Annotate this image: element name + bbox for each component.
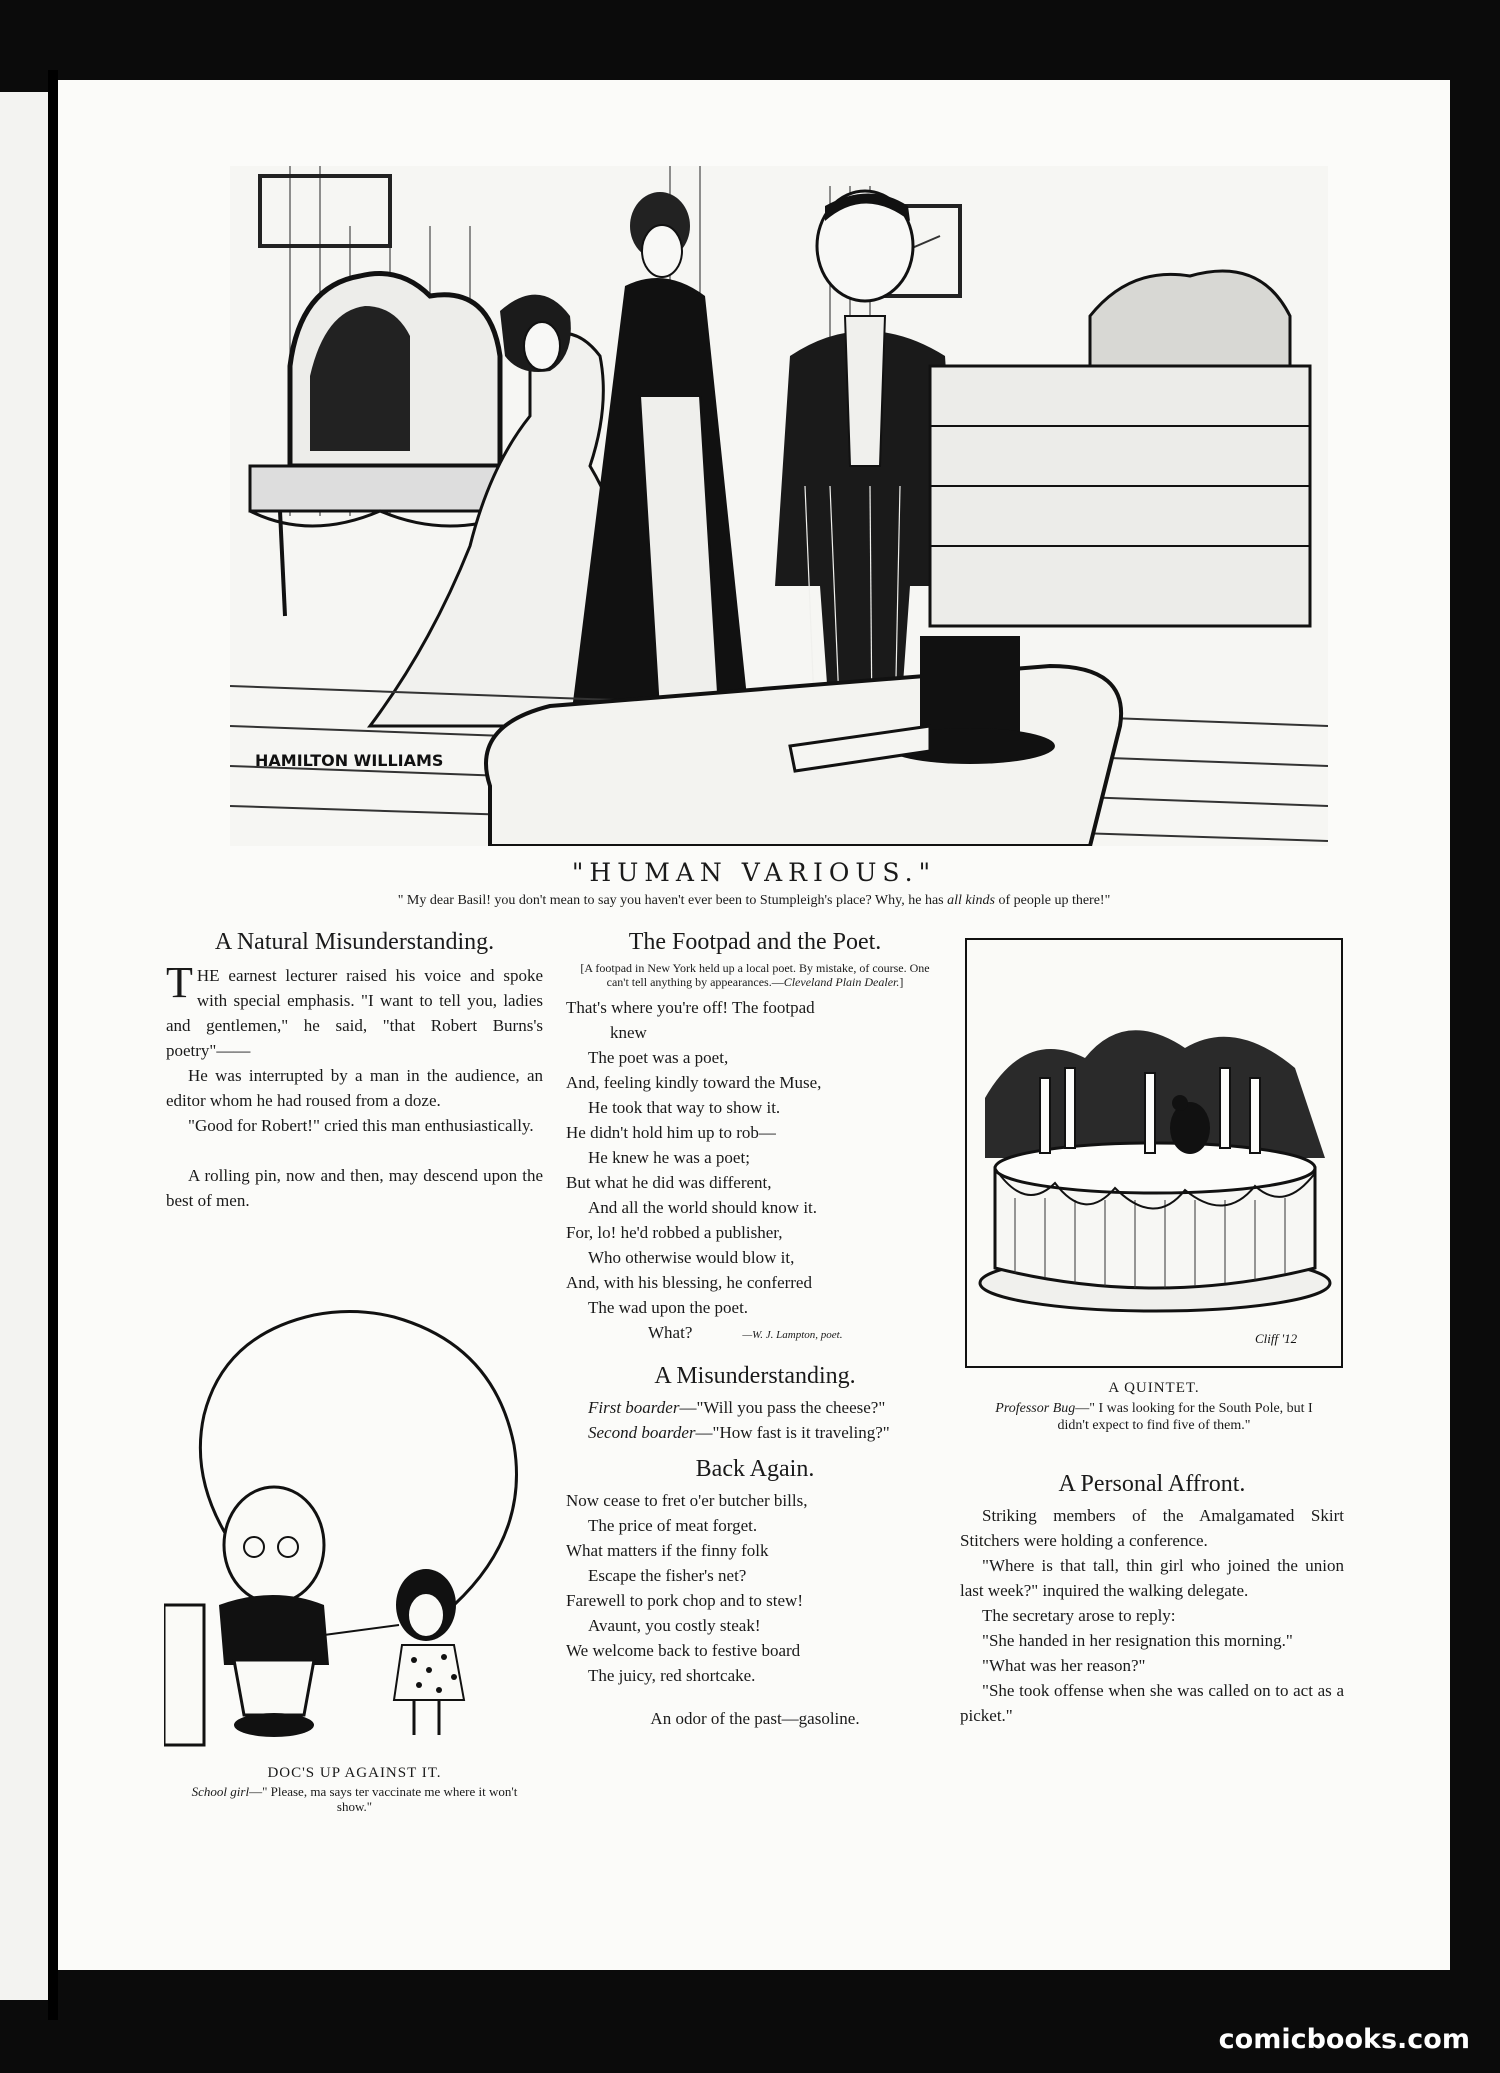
- speaker-label: School girl: [191, 1784, 250, 1799]
- quintet-caption: [978, 1400, 1330, 1434]
- cartoon-signature: HAMILTON WILLIAMS: [255, 751, 444, 770]
- doc-cartoon-caption: [186, 1784, 523, 1814]
- article-natural-misunderstanding: [166, 930, 543, 1213]
- article-title: A Misunderstanding.: [654, 1363, 856, 1389]
- dialogue-text: —"How fast is it traveling?": [695, 1423, 890, 1442]
- filler-quip: A rolling pin, now and then, may descend upon the best of men.: [166, 1166, 543, 1210]
- caption-line: —" I was looking for the South Pole, but I didn't expect to find five of them.": [1057, 1401, 1313, 1433]
- poem-line: He knew he was a poet;: [588, 1148, 750, 1167]
- caption-text-end: of people up there!": [994, 893, 1111, 908]
- site-watermark: comicbooks.com: [1218, 2024, 1470, 2055]
- article-title: A Personal Affront.: [1058, 1471, 1246, 1497]
- article-paragraph: "She handed in her resignation this morning.": [982, 1631, 1293, 1650]
- epigraph-text: [A footpad in New York held up a local poet. By mistake, of course. One can't tell anything by appearances.—: [580, 961, 930, 989]
- poem-line: The price of meat forget.: [588, 1516, 758, 1535]
- cartoon-title: "HUMAN VARIOUS.": [571, 858, 937, 887]
- poem-final-word: What?: [648, 1323, 693, 1342]
- article-paragraph: He was interrupted by a man in the audience, an editor whom he had roused from a doze.: [166, 1066, 543, 1110]
- human-various-cartoon: [230, 166, 1328, 846]
- poem-line: The poet was a poet,: [588, 1048, 729, 1067]
- article-paragraph: The secretary arose to reply:: [982, 1606, 1176, 1625]
- poem-epigraph: [576, 961, 934, 989]
- poem-line: That's where you're off! The footpad: [566, 998, 815, 1017]
- poem-last-line: [566, 1320, 944, 1348]
- book-spine: [48, 70, 58, 2020]
- poem-line: Escape the fisher's net?: [588, 1566, 747, 1585]
- poem-line: The wad upon the poet.: [588, 1298, 749, 1317]
- article-paragraph: [166, 958, 543, 1063]
- quintet-cartoon: [965, 938, 1343, 1368]
- poem-line: And all the world should know it.: [588, 1198, 818, 1217]
- poem-title: Back Again.: [695, 1456, 815, 1482]
- poem-signature: —W. J. Lampton, poet.: [742, 1329, 843, 1341]
- article-paragraph: Striking members of the Amalgamated Skirt Stitchers were holding a conference.: [960, 1506, 1344, 1550]
- speaker-label: Professor Bug: [995, 1401, 1076, 1416]
- article-paragraph: "Good for Robert!" cried this man enthusiastically.: [188, 1116, 534, 1135]
- caption-emphasis: all kinds: [947, 893, 995, 908]
- article-paragraph: "What was her reason?": [982, 1656, 1146, 1675]
- poem-line: Who otherwise would blow it,: [588, 1248, 795, 1267]
- poem-line: He took that way to show it.: [588, 1098, 781, 1117]
- quintet-signature: Cliff '12: [1255, 1331, 1298, 1346]
- poem-line: We welcome back to festive board: [566, 1641, 801, 1660]
- poem-line: Avaunt, you costly steak!: [588, 1616, 761, 1635]
- drop-cap: T: [166, 958, 193, 1007]
- caption-text: " My dear Basil! you don't mean to say you haven't ever been to Stumpleigh's place? Why, he has: [397, 893, 948, 908]
- poem-line: For, lo! he'd robbed a publisher,: [566, 1223, 783, 1242]
- article-text: HE earnest lecturer raised his voice and spoke with special emphasis. "I want to tell you, ladies and gentlemen," he said, "that Robert Burns's poetry"——: [166, 966, 543, 1060]
- article-title: A Natural Misunderstanding.: [214, 929, 495, 955]
- article-personal-affront: [960, 1472, 1344, 1728]
- quintet-title: A QUINTET.: [1108, 1380, 1200, 1396]
- poem-line: Farewell to pork chop and to stew!: [566, 1591, 803, 1610]
- dialogue-text: —"Will you pass the cheese?": [679, 1398, 886, 1417]
- article-paragraph: "Where is that tall, thin girl who joined the union last week?" inquired the walking delegate.: [960, 1556, 1344, 1600]
- docs-up-against-it-cartoon: [164, 1305, 544, 1750]
- poem-line: What matters if the finny folk: [566, 1541, 769, 1560]
- speaker-label: First boarder: [588, 1398, 680, 1417]
- speaker-label: Second boarder: [588, 1423, 696, 1442]
- epigraph-bracket: ]: [899, 975, 904, 989]
- cartoon-caption: [58, 893, 1450, 909]
- caption-line: —" Please, ma says ter vaccinate me where it won't show.": [249, 1784, 518, 1814]
- poem-line: But what he did was different,: [566, 1173, 772, 1192]
- filler-quip: An odor of the past—gasoline.: [650, 1709, 860, 1728]
- dialogue-line: [566, 1395, 944, 1420]
- dialogue-line: [566, 1420, 944, 1445]
- poem-title: The Footpad and the Poet.: [628, 929, 882, 955]
- magazine-page: [58, 80, 1450, 1970]
- epigraph-source: Cleveland Plain Dealer.: [783, 975, 900, 989]
- doc-cartoon-title: DOC'S UP AGAINST IT.: [267, 1765, 442, 1781]
- poem-line: And, with his blessing, he conferred: [566, 1273, 812, 1292]
- poem-line: The juicy, red shortcake.: [588, 1666, 756, 1685]
- article-paragraph: "She took offense when she was called on to act as a picket.": [960, 1681, 1344, 1725]
- poem-line: Now cease to fret o'er butcher bills,: [566, 1491, 808, 1510]
- poem-footpad-and-poet: [566, 930, 944, 1731]
- poem-line: He didn't hold him up to rob—: [566, 1123, 776, 1142]
- left-page-edge: [0, 92, 48, 2000]
- poem-line: knew: [610, 1023, 647, 1042]
- poem-line: And, feeling kindly toward the Muse,: [566, 1073, 822, 1092]
